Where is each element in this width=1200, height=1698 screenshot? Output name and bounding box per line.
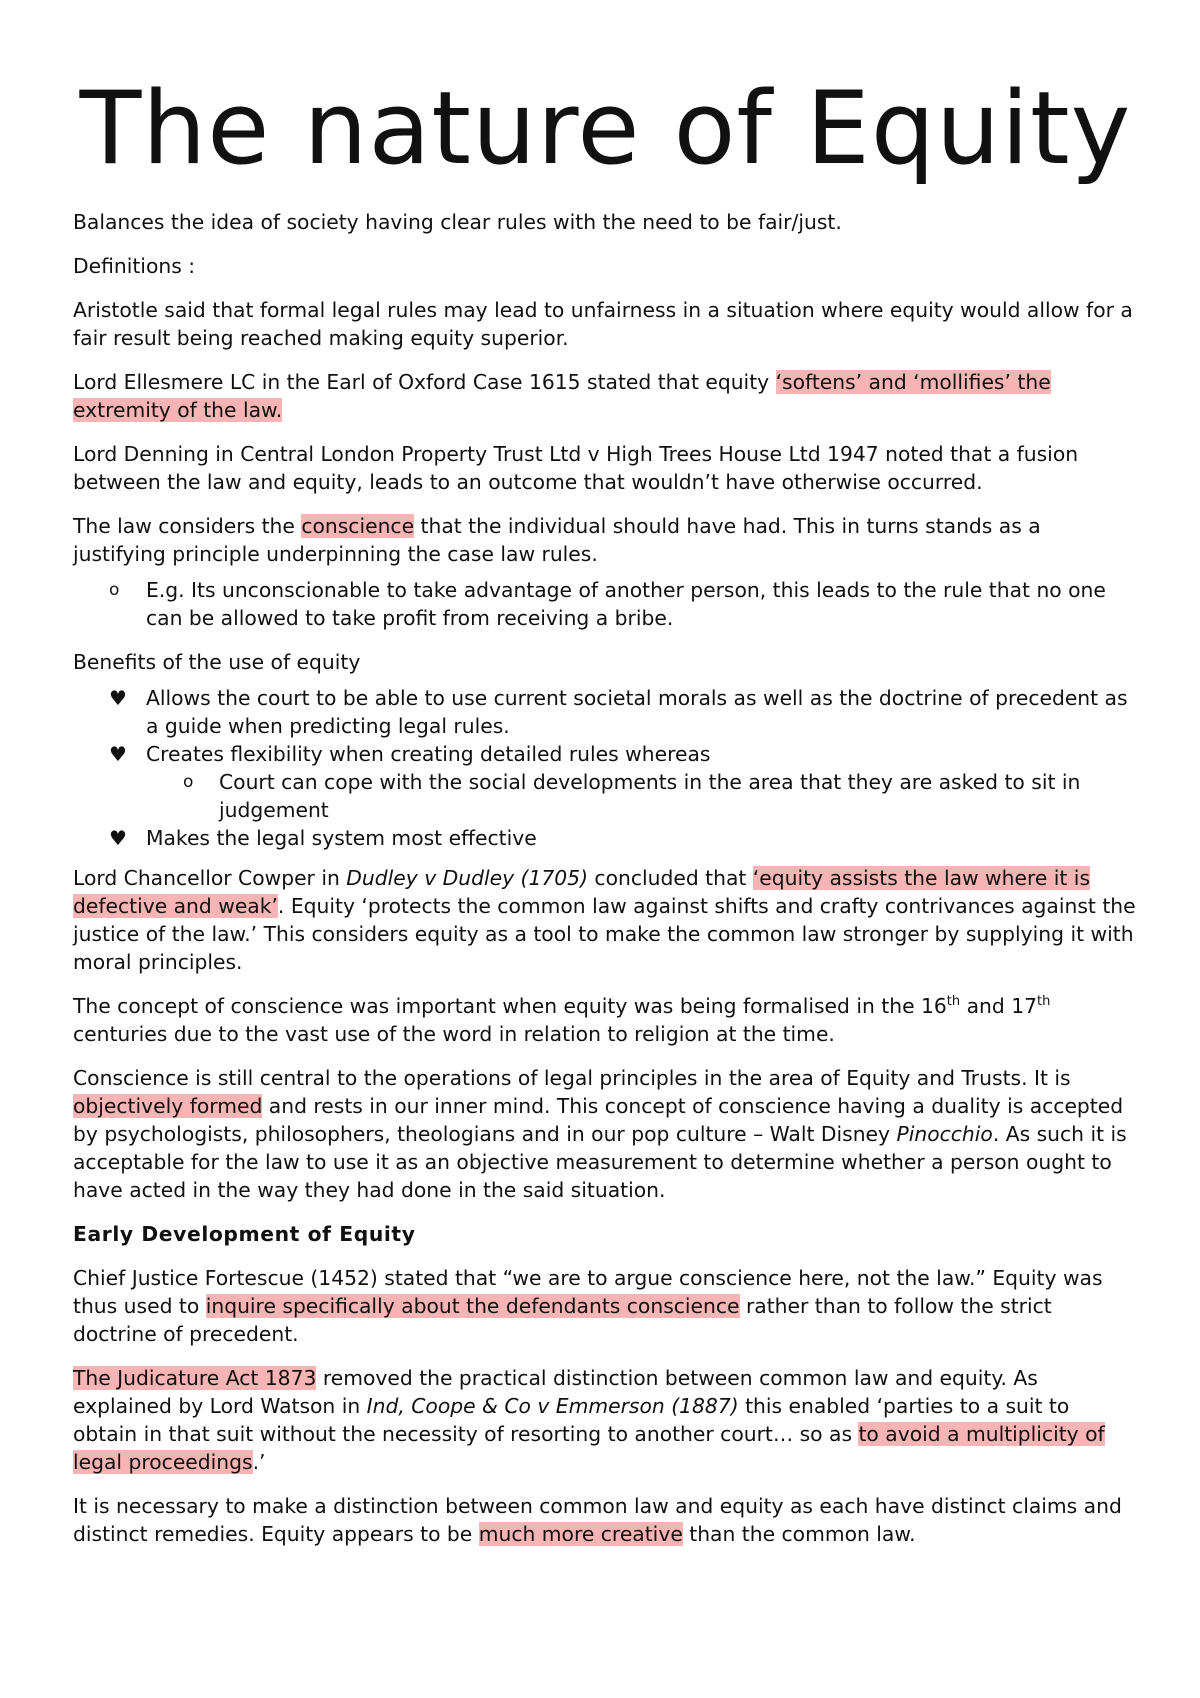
cowper-text-b: concluded that <box>587 866 753 890</box>
denning-text-a: Lord Denning in Central London Property Trust Ltd v High Trees House Ltd 1947 noted that a fusion <box>73 442 1079 466</box>
example-text: E.g. Its unconscionable to take advantage of another person, this leads to the rule that no one can be allowed to take profit from receiving a bribe. <box>146 578 1106 630</box>
ellesmere-text: Lord Ellesmere LC in the Earl of Oxford Case 1615 stated that equity <box>73 370 776 394</box>
judicature-highlight-1: The Judicature Act 1873 <box>73 1366 317 1390</box>
central-text-b: and rests in our inner mind. This concept of conscience having a duality is accepted by psychologists, philosophers, theologians and in our pop culture – Walt Disney <box>73 1094 1124 1146</box>
conscience-text-a: The law considers the <box>73 514 302 538</box>
paragraph-definitions: Definitions : <box>73 254 196 278</box>
judicature-highlight-2: to avoid a multiplicity of legal proceedings <box>73 1422 1105 1474</box>
central-highlight: objectively formed <box>73 1094 263 1118</box>
fortescue-text-a: Chief Justice Fortescue (1452) stated that “we are to argue conscience here, not the law.” Equity was thus used to <box>73 1266 1103 1318</box>
central-film-name: Pinocchio <box>896 1122 993 1146</box>
list-item <box>73 684 1138 740</box>
central-text-a: Conscience is still central to the operations of legal principles in the area of Equity and Trusts. It is <box>73 1066 1071 1090</box>
denning-text-b: between the law and equity, leads to an outcome that wouldn’t have otherwise occurred. <box>73 470 983 494</box>
paragraph-balances: Balances the idea of society having clear rules with the need to be fair/just. <box>73 210 842 234</box>
benefits-heading: Benefits of the use of equity <box>73 650 361 674</box>
distinction-text-b: than the common law. <box>682 1522 916 1546</box>
paragraph-fortescue <box>73 1264 1138 1348</box>
document-body <box>73 208 1138 1564</box>
example-list <box>73 576 1138 632</box>
distinction-highlight: much more creative <box>478 1522 683 1546</box>
heart-bullet-icon: ♥ <box>109 686 127 710</box>
judicature-text-a: removed the practical distinction between common law and equity. As explained by Lord Watson in <box>73 1366 1038 1418</box>
benefit-text: Makes the legal system most effective <box>146 826 537 850</box>
fortescue-highlight: inquire specifically about the defendants conscience <box>205 1294 740 1318</box>
judicature-case-name: Ind, Coope & Co v Emmerson (1887) <box>366 1394 739 1418</box>
benefit-text: Creates flexibility when creating detailed rules whereas <box>146 742 711 766</box>
benefits-list <box>73 684 1138 852</box>
section-heading-early-development: Early Development of Equity <box>73 1222 416 1246</box>
paragraph-ellesmere <box>73 368 1138 424</box>
judicature-text-b: this enabled ‘parties to a suit to obtain in that suit without the necessity of resorting to another court… so as <box>73 1394 1070 1446</box>
distinction-text-a: It is necessary to make a distinction between common law and equity as each have distinct claims and distinct remedies. Equity appears to be <box>73 1494 1122 1546</box>
paragraph-denning <box>73 440 1138 496</box>
paragraph-aristotle: Aristotle said that formal legal rules may lead to unfairness in a situation where equity would allow for a fair result being reached making equity superior. <box>73 298 1133 350</box>
paragraph-concept <box>73 992 1138 1048</box>
paragraph-distinction <box>73 1492 1138 1548</box>
conscience-highlight: conscience <box>301 514 415 538</box>
cowper-text-c: . Equity ‘protects the common law against shifts and crafty contrivances against the justice of the law.’ This considers equity as a tool to make the common law stronger by supplying it with moral principles. <box>73 894 1136 974</box>
circle-bullet-icon: o <box>109 580 120 600</box>
benefit-text: Allows the court to be able to use current societal morals as well as the doctrine of precedent as a guide when predicting legal rules. <box>146 686 1128 738</box>
paragraph-conscience <box>73 512 1138 568</box>
cowper-case-name: Dudley v Dudley (1705) <box>346 866 588 890</box>
list-item <box>73 824 1138 852</box>
ellesmere-highlight: ‘softens’ and ‘mollifies’ the extremity of the law. <box>73 370 1051 422</box>
concept-text-b: and 17 <box>960 994 1037 1018</box>
cowper-highlight: ‘equity assists the law where it is defective and weak’ <box>73 866 1091 918</box>
concept-sup-1: th <box>946 994 961 1010</box>
central-text-c: . As such it is acceptable for the law to use it as an objective measurement to determine whether a person ought to have acted in the way they had done in the said situation. <box>73 1122 1127 1202</box>
list-item <box>73 768 1138 824</box>
paragraph-central <box>73 1064 1138 1204</box>
circle-bullet-icon: o <box>183 772 194 792</box>
conscience-text-b: that the individual should have had. This in turns stands as a justifying principle underpinning the case law rules. <box>73 514 1041 566</box>
fortescue-text-b: rather than to follow the strict doctrine of precedent. <box>73 1294 1052 1346</box>
heart-bullet-icon: ♥ <box>109 742 127 766</box>
paragraph-cowper <box>73 864 1138 976</box>
page-title: The nature of Equity <box>79 69 1132 187</box>
heart-bullet-icon: ♥ <box>109 826 127 850</box>
concept-text-a: The concept of conscience was important when equity was being formalised in the 16 <box>73 994 947 1018</box>
judicature-text-c: .’ <box>252 1450 266 1474</box>
list-item <box>73 576 1138 632</box>
concept-text-c: centuries due to the vast use of the word in relation to religion at the time. <box>73 1022 835 1046</box>
benefit-subtext: Court can cope with the social developments in the area that they are asked to sit in judgement <box>219 770 1081 822</box>
cowper-text-a: Lord Chancellor Cowper in <box>73 866 347 890</box>
concept-sup-2: th <box>1037 994 1051 1010</box>
paragraph-judicature <box>73 1364 1138 1476</box>
list-item <box>73 740 1138 768</box>
